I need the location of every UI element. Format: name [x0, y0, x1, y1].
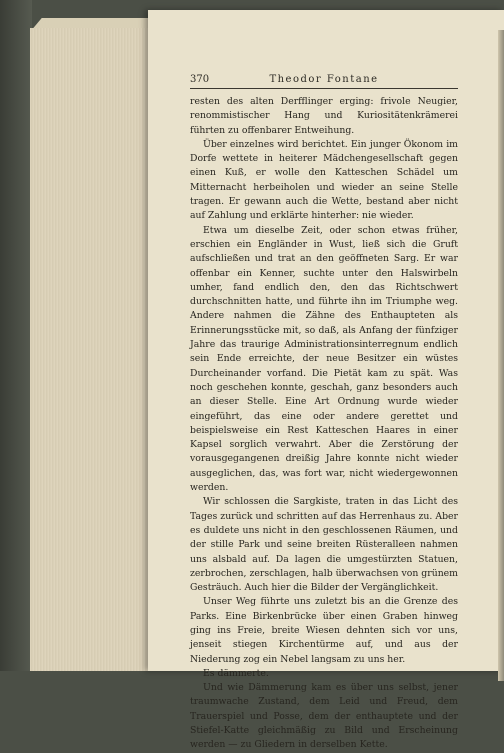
running-title: Theodor Fontane — [269, 74, 379, 85]
paragraph: Unser Weg führte uns zuletzt bis an die Grenze des Parks. Eine Birkenbrücke über einen Graben hinweg ging ins Freie, breite Wiesen dehnten sich vor uns, jenseit stiegen Kirchentürme auf, und aus der Niederung zog ein Nebel langsam zu uns her. — [190, 596, 458, 665]
header-rule — [190, 88, 458, 89]
paragraph: Es dämmerte. — [203, 667, 269, 679]
book-page-stack — [30, 28, 148, 671]
page-header — [190, 74, 458, 88]
page-right-edge — [498, 30, 504, 681]
paragraph: Etwa um dieselbe Zeit, oder schon etwas früher, erschien ein Engländer in Wust, ließ sich die Gruft aufschließen und trat an den geöffneten Sarg. Er war offenbar ein Kenner, suchte unter den Halswirbeln umher, fand endlich den, den das Richtschwert durchschnitten hatte, und führte ihn im Triumphe weg. Andere nahmen die Zähne des Enthaupteten als Erinnerungsstücke mit, so daß, als Anfang der fünfziger Jahre das traurige Administrationsinterregnum endlich sein Ende erreichte, der neue Besitzer ein wüstes Durcheinander vorfand. Die Pietät kam zu spät. Was noch geschehen konnte, geschah, ganz besonders auch an dieser Stelle. Eine Art Ordnung wurde wieder eingeführt, das eine oder andere gerettet und beispielsweise ein Rest Katteschen Haares in einer Kapsel sorglich verwahrt. Aber die Zerstörung der vorausgegangenen dreißig Jahre konnte nicht wieder ausgeglichen, das, was fort war, nicht wiedergewonnen werden. — [190, 224, 458, 494]
paragraph: Wir schlossen die Sargkiste, traten in das Licht des Tages zurück und schritten auf das Herrenhaus zu. Aber es duldete uns nicht in den geschlossenen Räumen, und der stille Park und seine breiten Rüsteralleen nahmen uns alsbald auf. Da lagen die umgestürzten Statuen, zerbrochen, zerschlagen, halb überwachsen von grünem Gesträuch. Auch hier die Bilder der Vergänglichkeit. — [190, 496, 458, 594]
background-shadow — [0, 0, 32, 671]
body-text — [190, 95, 458, 753]
paragraph: Über einzelnes wird berichtet. Ein junger Ökonom im Dorfe wettete in heiterer Mädchengesellschaft gegen einen Kuß, er wolle den Katteschen Schädel um Mitternacht herbeiholen und wieder an seine Stelle tragen. Er gewann auch die Wette, bestand aber nicht auf Zahlung und erklärte hinterher: nie wieder. — [190, 138, 458, 222]
paragraph: resten des alten Derfflinger erging: frivole Neugier, renommistischer Hang und Kuriositätenkrämerei führten zu offenbarer Entweihung. — [190, 96, 458, 136]
page-number: 370 — [190, 74, 210, 85]
paragraph: Und wie Dämmerung kam es über uns selbst, jener traumwache Zustand, dem Leid und Freud, dem Trauerspiel und Posse, dem der enthauptete und der Stiefel-Katte gleichmäßig zu Bild und Erscheinung werden — zu Gliedern in derselben Kette. — [190, 682, 458, 751]
